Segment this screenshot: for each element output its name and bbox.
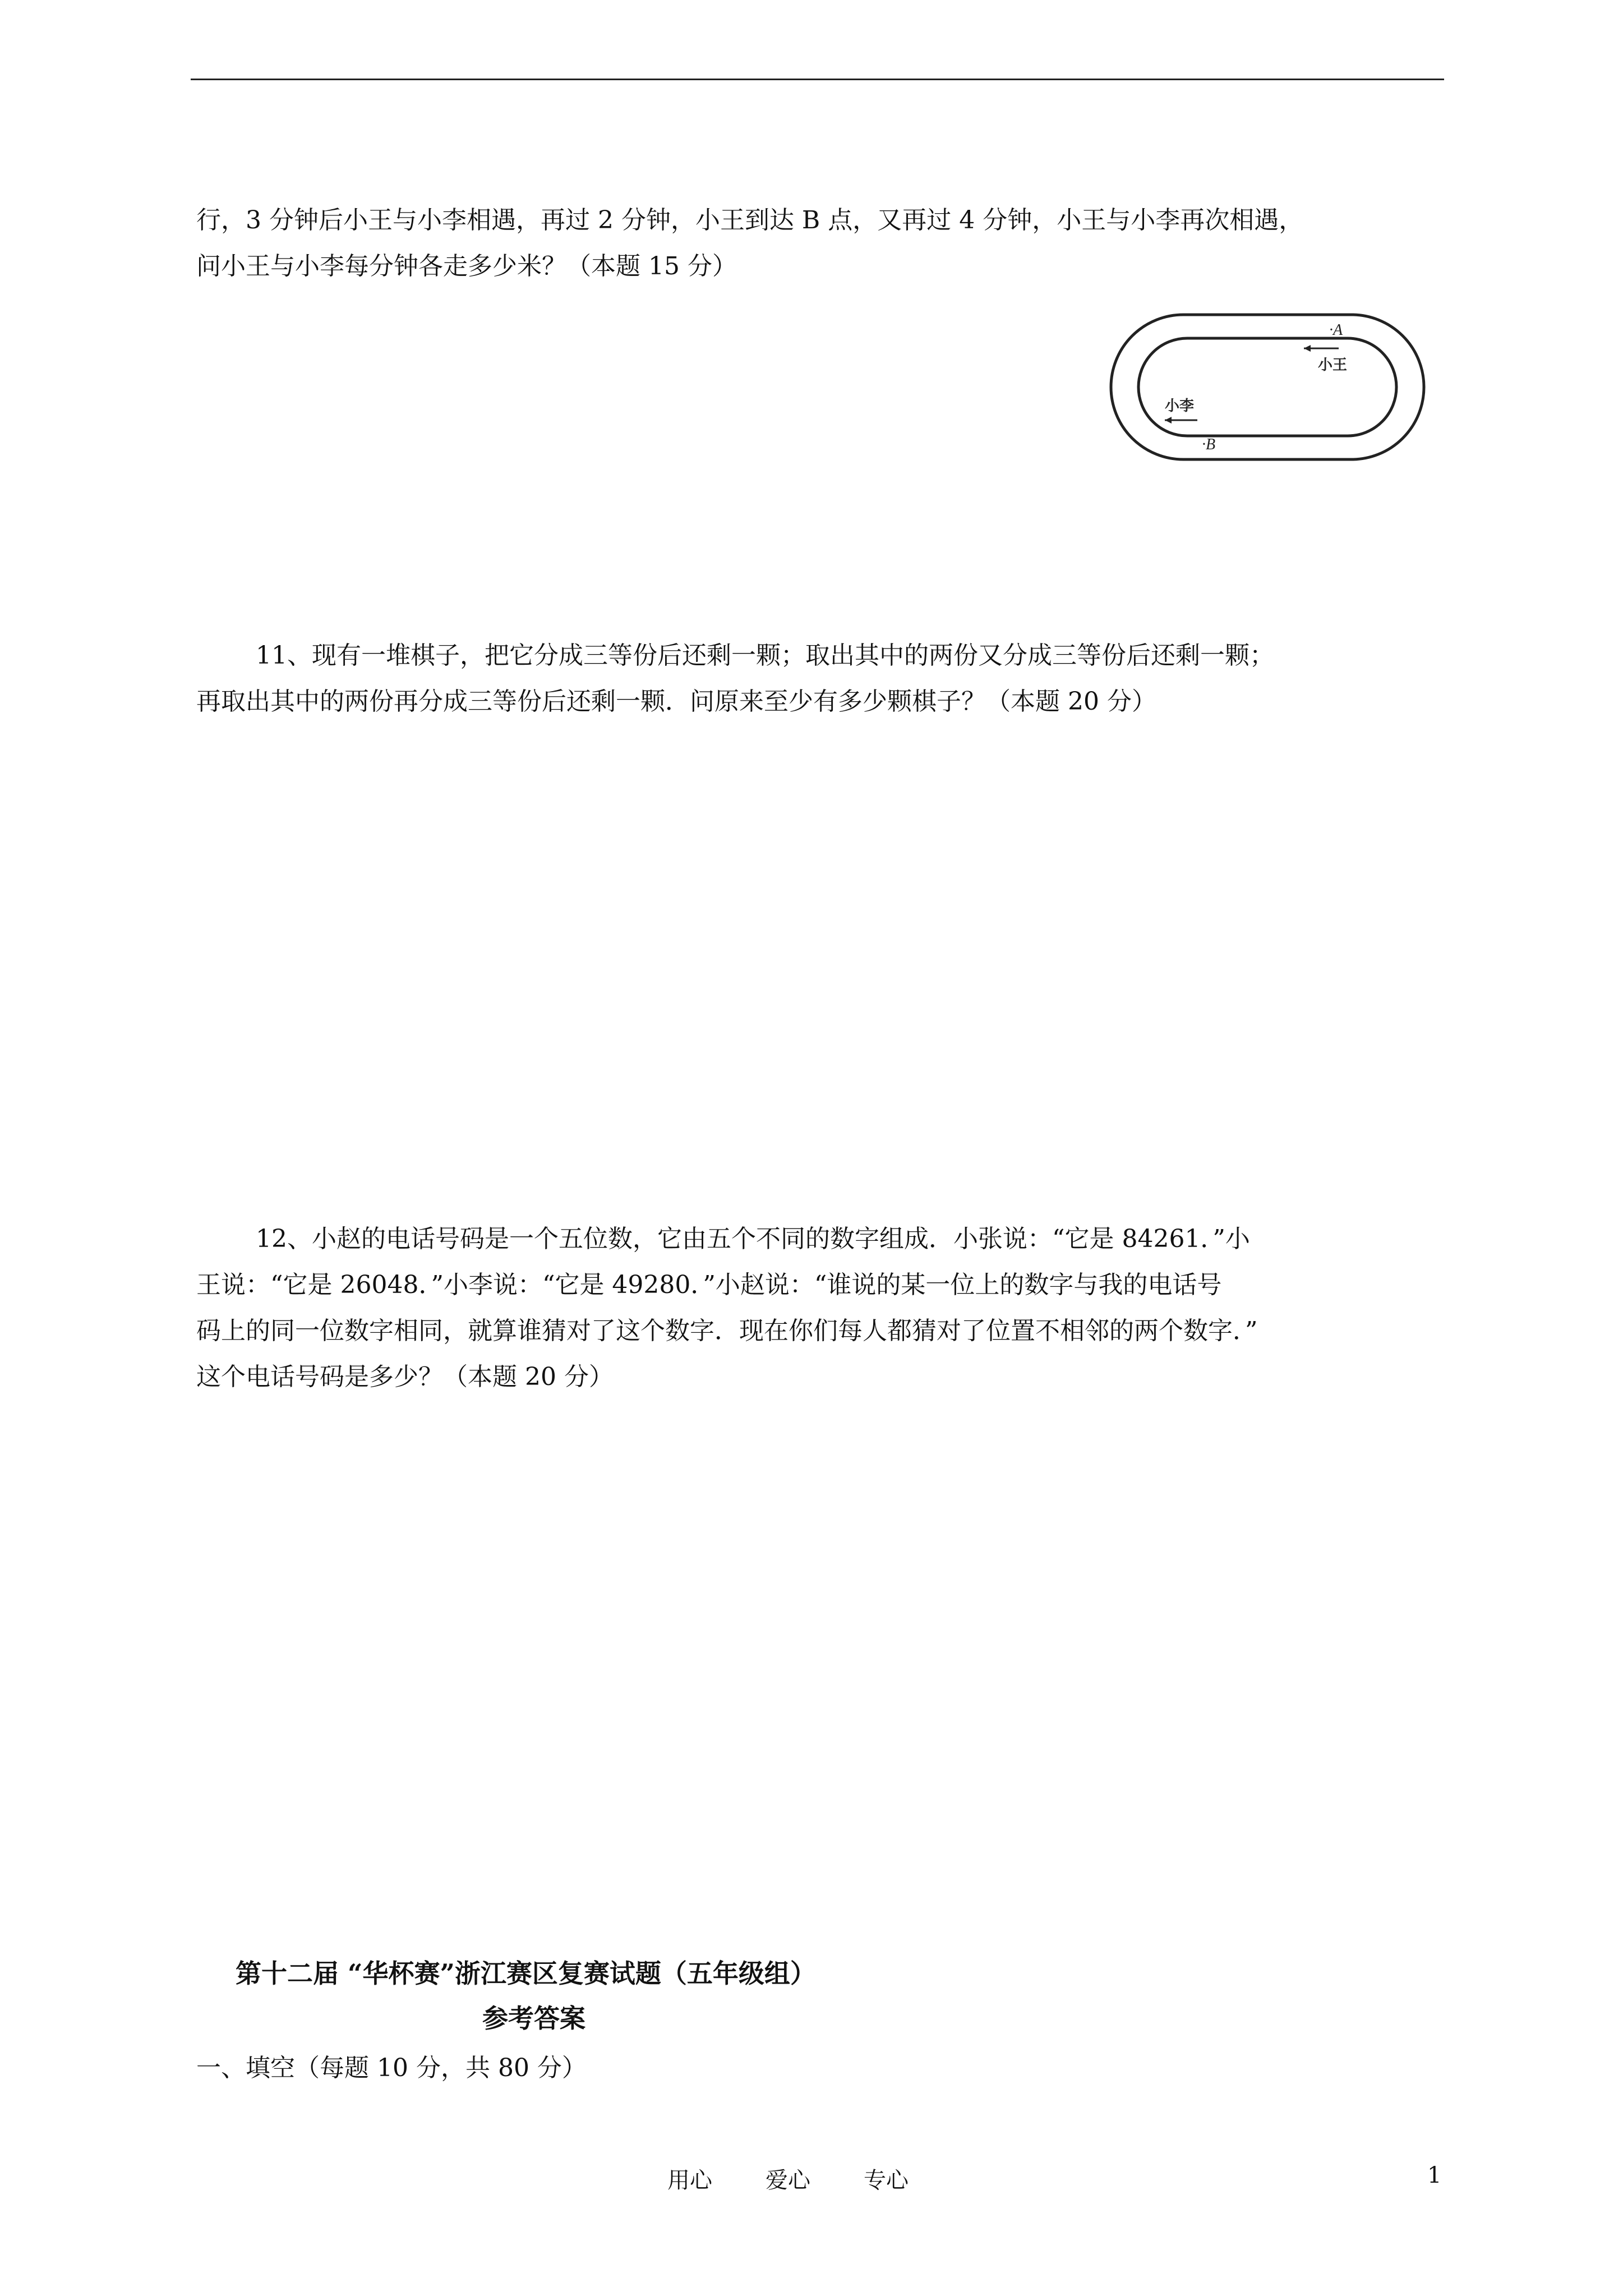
- track-outer-edge: [1111, 315, 1424, 459]
- question-10-line: 问小王与小李每分钟各走多少米？（本题 15 分）: [196, 252, 737, 280]
- li-arrowhead: [1165, 417, 1172, 424]
- wang-arrowhead: [1304, 345, 1311, 352]
- question-12-text: [196, 1216, 1444, 1400]
- answers-title: 第十二届 “华杯赛”浙江赛区复赛试题（五年级组）: [236, 1958, 816, 1989]
- question-11-line: 再取出其中的两份再分成三等份后还剩一颗．问原来至少有多少颗棋子？（本题 20 分）: [196, 687, 1156, 716]
- section-heading-fill-blank: 一、填空（每题 10 分，共 80 分）: [196, 2054, 587, 2082]
- wang-label: 小王: [1318, 357, 1348, 374]
- answers-subtitle: 参考答案: [482, 2003, 585, 2033]
- page-number: 1: [1427, 2162, 1442, 2188]
- li-label: 小李: [1165, 398, 1195, 415]
- question-11-line: 11、现有一堆棋子，把它分成三等份后还剩一颗；取出其中的两份又分成三等份后还剩一颗；: [256, 641, 1274, 670]
- question-12-line: 这个电话号码是多少？（本题 20 分）: [196, 1363, 614, 1391]
- header-rule: [191, 79, 1444, 80]
- question-12-line: 码上的同一位数字相同，就算谁猜对了这个数字．现在你们每人都猜对了位置不相邻的两个数字．”: [196, 1317, 1258, 1345]
- question-11-text: [196, 633, 1444, 725]
- running-track-figure: [1108, 311, 1427, 463]
- footer-item: 专心: [864, 2168, 909, 2193]
- footer-motto: [667, 2162, 909, 2194]
- footer-item: 爱心: [766, 2168, 810, 2193]
- question-10-text: [196, 197, 1444, 289]
- question-12-line: 王说：“它是 26048．”小李说：“它是 49280．”小赵说：“谁说的某一位上的数字与我的电话号: [196, 1271, 1222, 1299]
- track-inner-edge: [1138, 338, 1396, 436]
- track-point-a-label: ·A: [1329, 321, 1343, 339]
- footer-item: 用心: [667, 2168, 712, 2193]
- track-point-b-label: ·B: [1202, 436, 1216, 453]
- question-10-line: 行，3 分钟后小王与小李相遇，再过 2 分钟，小王到达 B 点，又再过 4 分钟，小王与小李再次相遇，: [196, 206, 1304, 234]
- question-12-line: 12、小赵的电话号码是一个五位数，它由五个不同的数字组成．小张说：“它是 84261．”小: [256, 1225, 1250, 1253]
